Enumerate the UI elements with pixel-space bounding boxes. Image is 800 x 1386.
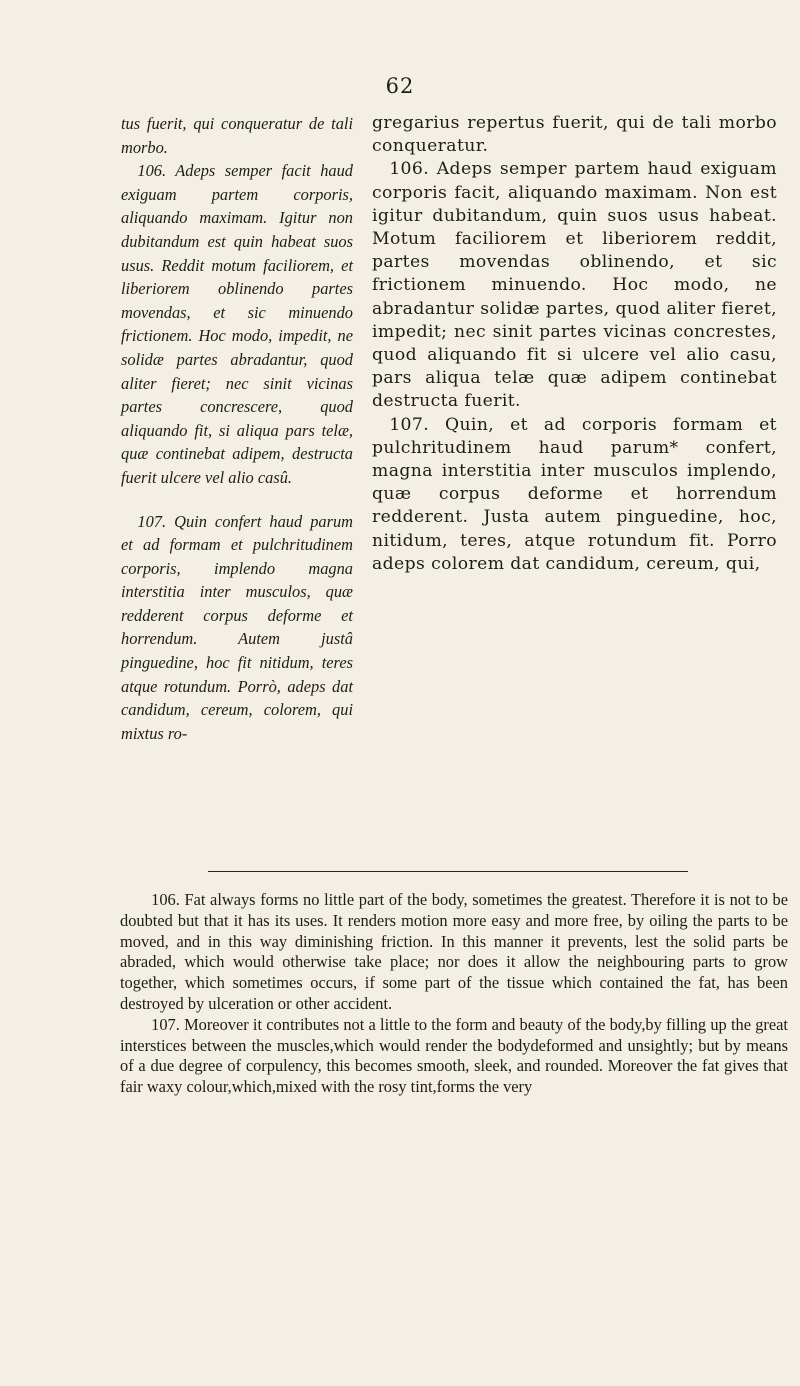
left-column-latin-italic xyxy=(121,112,353,745)
right-paragraph-continuation: gregarius repertus fuerit, qui de tali morbo conqueratur. xyxy=(372,113,777,157)
left-paragraph-106: 106. Adeps semper facit haud exiguam partem corporis, aliquando maximam. Igitur non dubitandum est quin habeat suos usus. Reddit motum faciliorem, et liberiorem oblinendo partes movendas, et sic minuendo frictionem. Hoc modo, impedit, ne solidæ partes abradantur, quod aliter fieret; nec sinit vicinas partes concrescere, quod aliquando fit, si aliqua pars telæ, quæ continebat adipem, destructa fuerit ulcere vel alio casû. xyxy=(121,161,353,487)
footnote-107: 107. Moreover it contributes not a little to the form and beauty of the body,by filling up the great interstices between the muscles,which would render the bodydeformed and unsightly; but by means of a due degree of corpulency, this becomes smooth, sleek, and rounded. Moreover the fat gives that fair waxy colour,which,mixed with the rosy tint,forms the very xyxy=(120,1014,788,1097)
english-translation-footnotes xyxy=(120,890,788,1098)
footnote-106: 106. Fat always forms no little part of the body, sometimes the greatest. Therefore it is not to be doubted but that it has its uses. It renders motion more easy and more free, by oiling the parts to be moved, and in this way diminishing friction. In this manner it prevents, lest the solid parts be abraded, which would otherwise take place; nor does it allow the neighbouring parts to grow together, which sometimes occurs, if some part of the tissue which contained the fat, has been destroyed by ulceration or other accident. xyxy=(120,890,788,1013)
left-paragraph-continuation: tus fuerit, qui conqueratur de tali morbo. xyxy=(121,114,353,157)
page-number: 62 xyxy=(385,74,415,98)
footnote-divider xyxy=(208,871,688,872)
right-column-latin-roman xyxy=(372,112,777,576)
right-paragraph-107: 107. Quin, et ad corporis formam et pulchritudinem haud parum* confert, magna interstitia inter musculos implendo, quæ corpus deforme et horrendum redderent. Justa autem pinguedine, hoc, nitidum, teres, atque rotundum fit. Porro adeps colorem dat candidum, cereum, qui, xyxy=(372,414,777,574)
left-paragraph-107: 107. Quin confert haud parum et ad formam et pulchritudinem corporis, implendo magna interstitia inter musculos, quæ redderent corpus deforme et horrendum. Autem justâ pinguedine, hoc fit nitidum, teres atque rotundum. Porrò, adeps dat candidum, cereum, colorem, qui mixtus ro- xyxy=(121,511,353,743)
right-paragraph-106: 106. Adeps semper partem haud exiguam corporis facit, aliquando maximam. Non est igitur dubitandum, quin suos usus habeat. Motum faciliorem et liberiorem reddit, partes movendas oblinendo, et sic frictionem minuendo. Hoc modo, ne abradantur solidæ partes, quod aliter fieret, impedit; nec sinit partes vicinas concrestes, quod aliquando fit si ulcere vel alio casu, pars aliqua telæ quæ adipem continebat destructa fuerit. xyxy=(372,159,777,412)
